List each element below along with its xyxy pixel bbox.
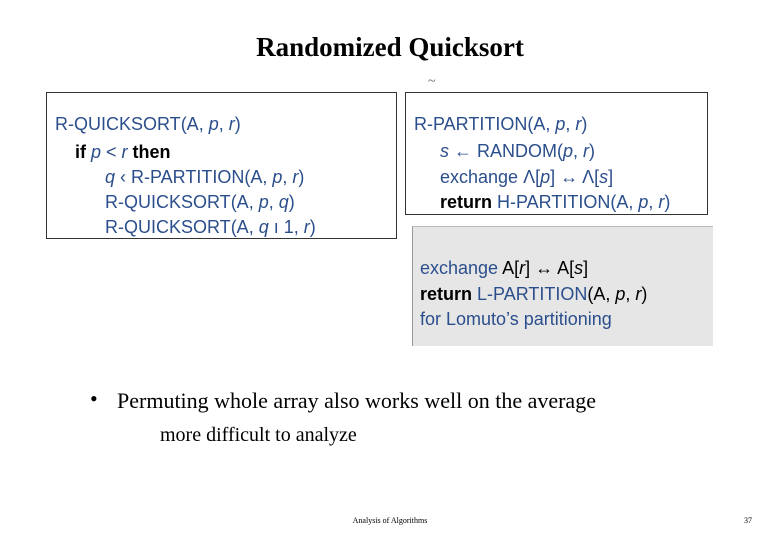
- paren: ): [309, 217, 316, 237]
- r-quicksort-box: [46, 92, 397, 239]
- exchange-word: exchange: [440, 167, 524, 187]
- paren: ): [589, 141, 596, 161]
- recursive-call-right: [105, 216, 316, 238]
- index-s: s: [574, 258, 584, 278]
- keyword-then: then: [127, 142, 171, 162]
- paren: ): [288, 192, 295, 212]
- bracket: ]: [608, 167, 614, 187]
- operator: <: [101, 142, 122, 162]
- comma: ,: [565, 114, 576, 134]
- param-p: p: [615, 284, 626, 304]
- call-name: R-PARTITION: [131, 167, 245, 187]
- args: (A,: [587, 284, 616, 304]
- bullet-text: Permuting whole array also works well on the average: [117, 388, 596, 413]
- param-p: p: [563, 141, 574, 161]
- var-s: s: [440, 141, 449, 161]
- keyword-return: return: [440, 192, 493, 212]
- recursive-call-left: [105, 191, 295, 213]
- index-r: r: [519, 258, 526, 278]
- args: (A,: [610, 192, 639, 212]
- param-p: p: [258, 192, 269, 212]
- array-ref: Λ[: [523, 167, 541, 187]
- r-partition-header: [414, 113, 587, 135]
- param-r: r: [575, 114, 582, 134]
- param-r: r: [635, 284, 642, 304]
- call-name: R-QUICKSORT: [105, 192, 231, 212]
- param-p: p: [208, 114, 219, 134]
- exchange-line: [420, 257, 588, 279]
- exchange-word: exchange: [420, 258, 503, 278]
- function-name: R-PARTITION: [414, 114, 528, 134]
- param-r: r: [658, 192, 665, 212]
- call-name: H-PARTITION: [492, 192, 611, 212]
- bracket: ]: [583, 258, 589, 278]
- var-q: q: [105, 167, 116, 187]
- paren: ): [298, 167, 305, 187]
- page-title: Randomized Quicksort: [256, 32, 524, 62]
- r-quicksort-header: [55, 113, 241, 135]
- param-q: q: [278, 192, 289, 212]
- lomuto-note: for Lomuto’s partitioning: [420, 309, 612, 329]
- return-line: [440, 191, 670, 213]
- paren: ): [581, 114, 588, 134]
- param-r: r: [583, 141, 590, 161]
- comma: ,: [282, 167, 293, 187]
- call-name: R-QUICKSORT: [105, 217, 231, 237]
- comma: ,: [648, 192, 659, 212]
- args: (: [557, 141, 564, 161]
- param-r: r: [303, 217, 310, 237]
- call-name: RANDOM: [477, 141, 558, 161]
- partition-call-line: [105, 166, 304, 188]
- assign-arrow: ←: [449, 141, 478, 161]
- plus-one: ı 1,: [268, 217, 304, 237]
- param-p: p: [555, 114, 566, 134]
- function-name: R-QUICKSORT: [55, 114, 181, 134]
- args: (A,: [244, 167, 273, 187]
- swap-arrow: ] ↔ Λ[: [550, 167, 600, 187]
- args: (A,: [230, 217, 259, 237]
- param-r: r: [292, 167, 299, 187]
- footer-title: Analysis of Algorithms: [352, 516, 428, 525]
- keyword-return: return: [420, 284, 473, 304]
- index-s: s: [599, 167, 609, 187]
- comma: ,: [218, 114, 229, 134]
- paren: ): [664, 192, 671, 212]
- bullet-marker: •: [90, 386, 98, 411]
- swap-arrow: ] ↔ A[: [525, 258, 575, 278]
- param-q: q: [258, 217, 269, 237]
- stray-mark: ~: [428, 74, 436, 89]
- assign-arrow: ‹: [115, 167, 132, 187]
- keyword-if: if: [75, 142, 86, 162]
- args: (A,: [180, 114, 209, 134]
- bullet-subtext: more difficult to analyze: [160, 424, 357, 446]
- args: (A,: [527, 114, 556, 134]
- paren: ): [234, 114, 241, 134]
- comma: ,: [268, 192, 279, 212]
- param-r: r: [228, 114, 235, 134]
- exchange-line: [440, 166, 613, 188]
- comma: ,: [625, 284, 636, 304]
- param-p: p: [272, 167, 283, 187]
- args: (A,: [230, 192, 259, 212]
- return-line: [420, 283, 647, 305]
- var-r: r: [121, 142, 128, 162]
- r-partition-box: [405, 92, 708, 215]
- var-p: p: [91, 142, 102, 162]
- param-p: p: [638, 192, 649, 212]
- paren: ): [641, 284, 648, 304]
- page-number: 37: [744, 516, 752, 525]
- call-name: L-PARTITION: [472, 284, 588, 304]
- array-ref: A[: [502, 258, 520, 278]
- random-line: [440, 140, 595, 162]
- comma: ,: [573, 141, 584, 161]
- if-line: [75, 141, 171, 163]
- index-p: p: [540, 167, 551, 187]
- lomuto-box: [412, 226, 713, 346]
